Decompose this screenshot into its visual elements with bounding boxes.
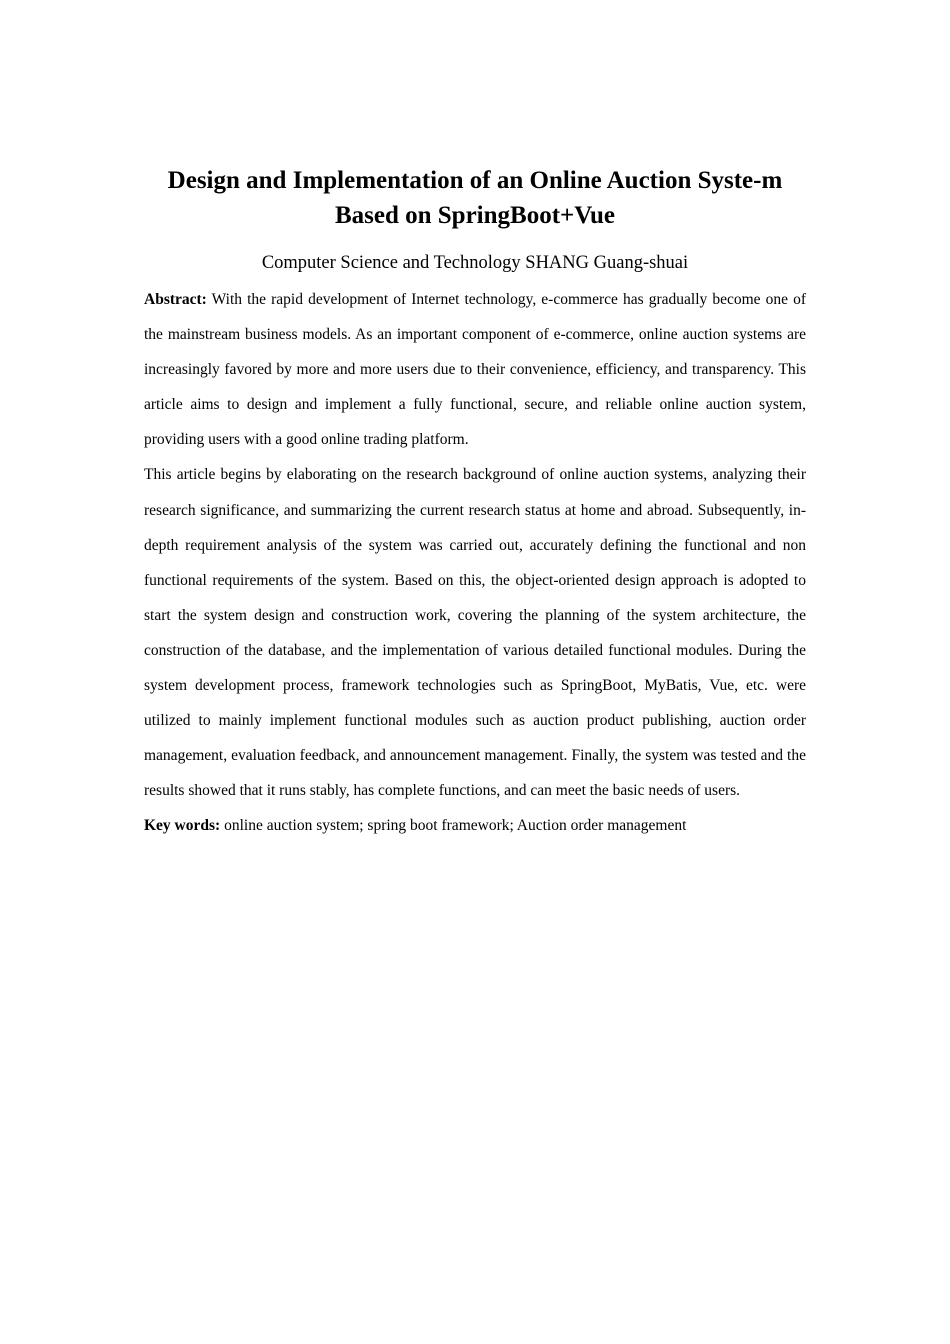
abstract-text-1: With the rapid development of Internet technology, e-commerce has gradually become one of the mainstream business models. As an important component of e-commerce, online auction systems are increasingly favored by more and more users due to their convenience, efficiency, and transparency. This article aims to design and implement a fully functional, secure, and reliable online auction system, providing users with a good online trading platform. bbox=[144, 291, 806, 449]
keywords-label: Key words: bbox=[144, 817, 221, 835]
abstract-page-content bbox=[144, 163, 806, 844]
abstract-label: Abstract: bbox=[144, 291, 207, 308]
keywords-line bbox=[144, 808, 806, 843]
author-affiliation: Computer Science and Technology SHANG Guang-shuai bbox=[261, 253, 689, 273]
abstract-paragraph-1 bbox=[144, 282, 806, 457]
paper-title-line-2: Based on SpringBoot+Vue bbox=[334, 202, 616, 229]
paper-title-line-1: Design and Implementation of an Online Auction Syste-m bbox=[167, 167, 783, 194]
paper-title bbox=[144, 163, 806, 233]
abstract-paragraph-2: This article begins by elaborating on the research background of online auction systems, analyzing their research significance, and summarizing the current research status at home and abroad. Subsequently, in-depth requirement analysis of the system was carried out, accurately defining the functional and non functional requirements of the system. Based on this, the object-oriented design approach is adopted to start the system design and construction work, covering the planning of the system architecture, the construction of the database, and the implementation of various detailed functional modules. During the system development process, framework technologies such as SpringBoot, MyBatis, Vue, etc. were utilized to mainly implement functional modules such as auction product publishing, auction order management, evaluation feedback, and announcement management. Finally, the system was tested and the results showed that it runs stably, has complete functions, and can meet the basic needs of users. bbox=[144, 466, 806, 800]
keywords-text: online auction system; spring boot framework; Auction order management bbox=[224, 817, 687, 835]
